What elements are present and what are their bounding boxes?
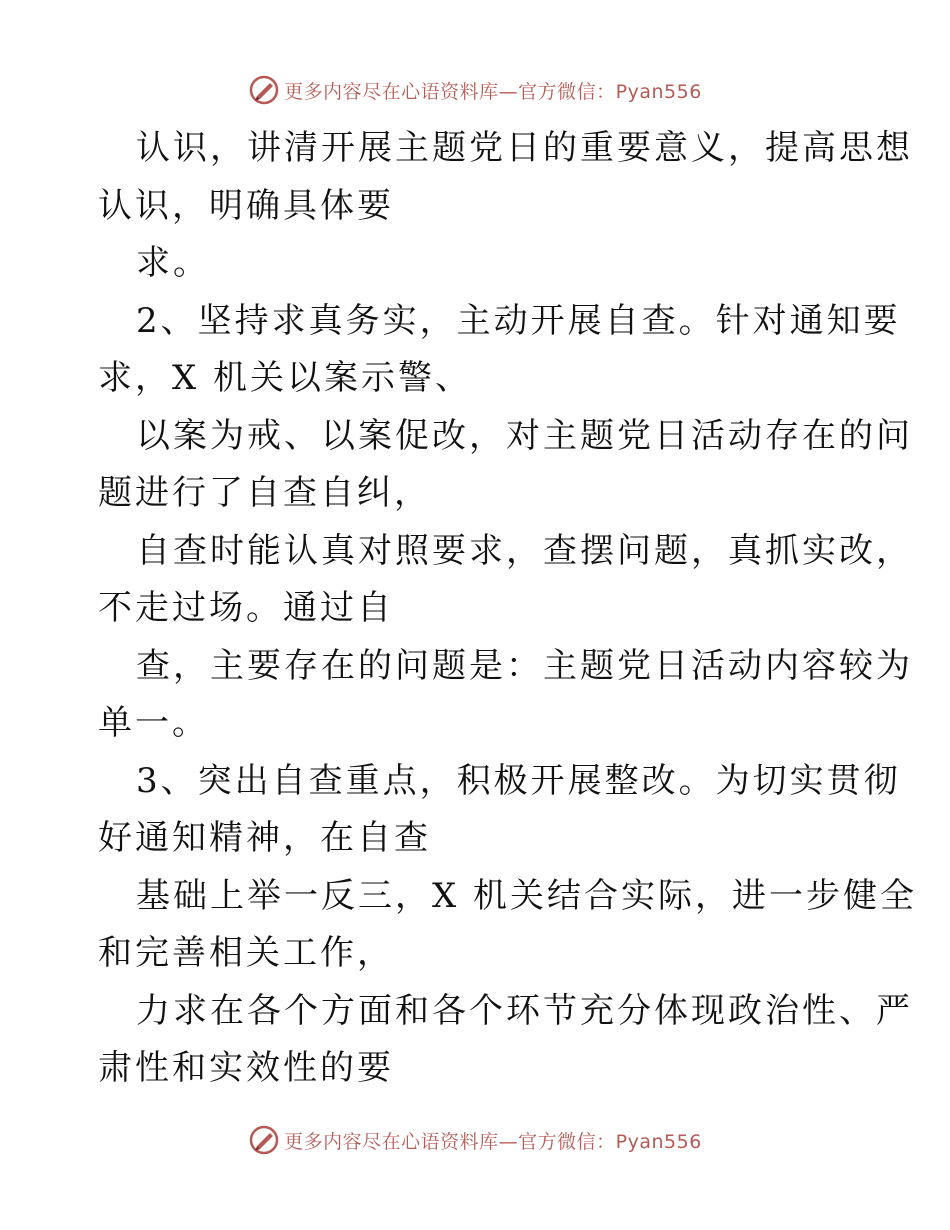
text-line: 题进行了自查自纠， bbox=[98, 473, 431, 513]
watermark-text: 更多内容尽在心语资料库—官方微信：Pyan556 bbox=[284, 1130, 702, 1153]
text-line: 肃性和实效性的要 bbox=[98, 1048, 394, 1088]
text-line: 和完善相关工作， bbox=[98, 933, 394, 973]
text-line: 认识，讲清开展主题党日的重要意义，提高思想 bbox=[136, 128, 913, 168]
body-text bbox=[98, 120, 918, 1098]
text-line: 自查时能认真对照要求，查摆问题，真抓实改， bbox=[136, 530, 913, 571]
text-line: 查，主要存在的问题是：主题党日活动内容较为 bbox=[136, 645, 913, 686]
pen-logo-icon bbox=[248, 74, 280, 106]
text-line: 3、突出自查重点，积极开展整改。为切实贯彻 bbox=[136, 760, 901, 801]
header-watermark bbox=[0, 70, 950, 110]
watermark-text: 更多内容尽在心语资料库—官方微信：Pyan556 bbox=[284, 80, 702, 103]
text-line: 求。 bbox=[136, 243, 210, 283]
text-line: 2、坚持求真务实，主动开展自查。针对通知要 bbox=[136, 300, 901, 341]
text-line: 力求在各个方面和各个环节充分体现政治性、严 bbox=[136, 990, 913, 1031]
pen-logo-icon bbox=[248, 1124, 280, 1156]
footer-watermark bbox=[0, 1120, 950, 1160]
text-line: 不走过场。通过自 bbox=[98, 588, 394, 628]
text-line: 求，X 机关以案示警、 bbox=[98, 358, 473, 398]
text-line: 以案为戒、以案促改，对主题党日活动存在的问 bbox=[136, 415, 913, 456]
text-line: 认识，明确具体要 bbox=[98, 185, 394, 226]
text-line: 基础上举一反三，X 机关结合实际，进一步健全 bbox=[136, 875, 918, 916]
text-line: 好通知精神，在自查 bbox=[98, 818, 431, 858]
text-line: 单一。 bbox=[98, 703, 209, 743]
